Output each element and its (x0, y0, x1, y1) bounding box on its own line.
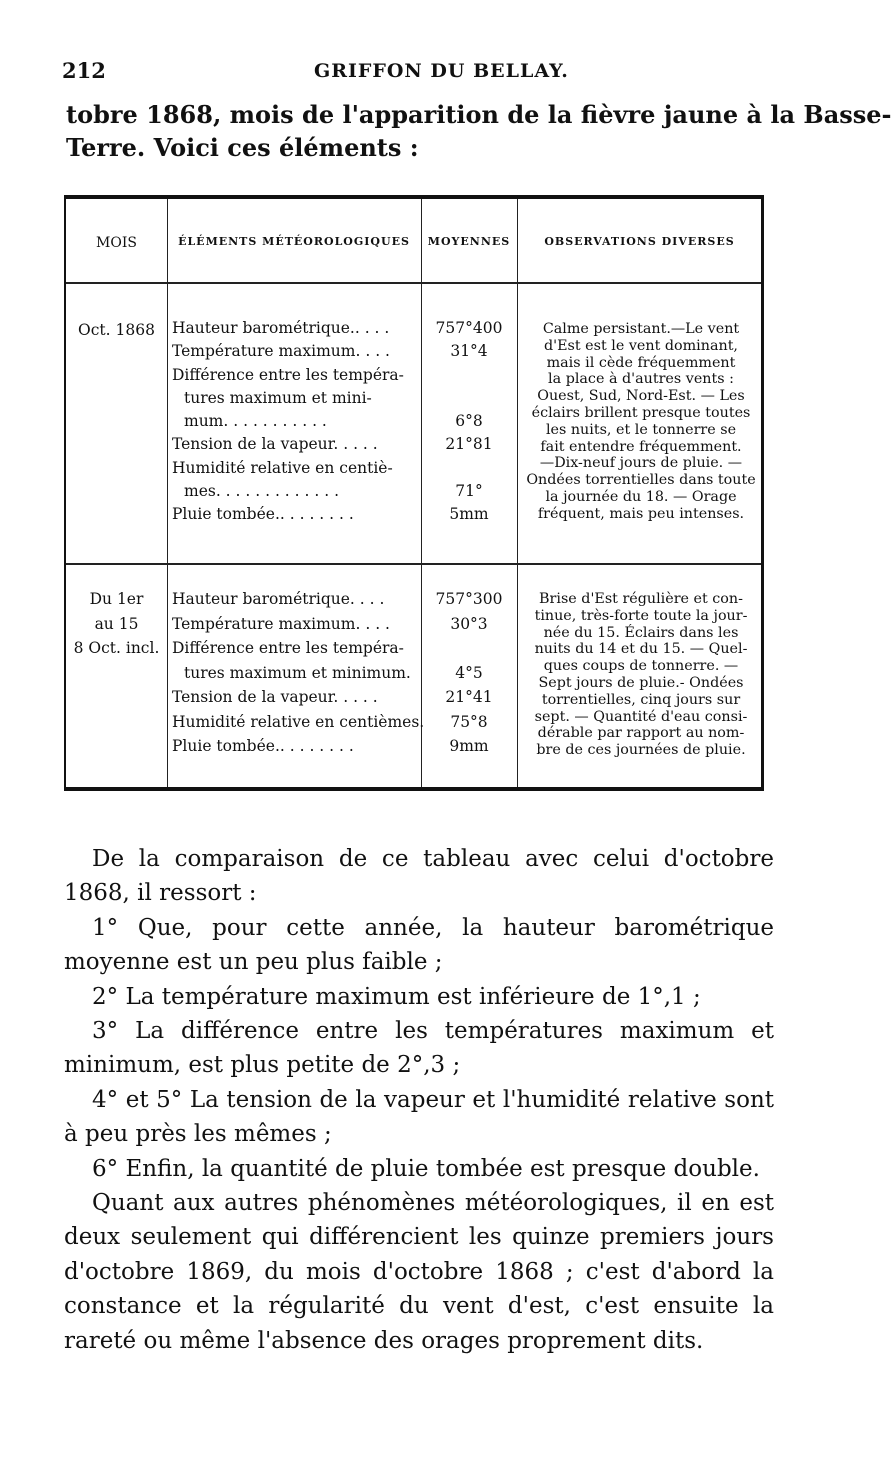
observation-line: sept. — Quantité d'eau consi- (534, 708, 748, 725)
header-mois: MOIS (96, 235, 137, 251)
element-line: Hauteur barométrique. . . . (172, 590, 385, 608)
element-line: tures maximum et mini- (184, 388, 372, 407)
observation-line: nuits du 14 et du 15. — Quel- (534, 641, 748, 658)
intro-line: tobre 1868, mois de l'apparition de la fièvre jaune à la Basse- (66, 100, 892, 129)
row2-elements (172, 587, 425, 759)
observation-line: mais il cède fréquemment (546, 354, 736, 371)
mois-line: Oct. 1868 (78, 321, 155, 339)
observation-line: bre de ces journées de pluie. (536, 742, 746, 759)
intro-line: Terre. Voici ces éléments : (66, 133, 419, 162)
element-line: Température maximum. . . . (172, 342, 390, 361)
observation-line: torrentielles, cinq jours sur (541, 691, 741, 708)
row1-observations (524, 321, 758, 523)
value-line: 6°8 (455, 412, 483, 431)
row1-mois (66, 319, 167, 342)
element-line: tures maximum et minimum. (184, 663, 411, 682)
element-line: mes. . . . . . . . . . . . . (184, 482, 339, 501)
value-line (421, 636, 517, 661)
observation-line: la place à d'autres vents : (548, 371, 734, 388)
paragraph: Quant aux autres phénomènes météorologiques, il en est deux seulement qui différencient les quinze premiers jours d'octobre 1869, du mois d'octobre 1868 ; c'est d'abord la constance et la régularité du vent d'est, c'est ensuite la rareté ou même l'absence des orages proprement dits. (64, 1190, 774, 1354)
value-line (421, 457, 517, 480)
paragraph: 6° Enfin, la quantité de pluie tombée est presque double. (92, 1155, 760, 1182)
row2-values (421, 587, 517, 759)
observation-line: la journée du 18. — Orage (545, 488, 737, 505)
row2-mois (66, 587, 167, 661)
observation-line: fait entendre fréquemment. (540, 438, 742, 455)
element-line: mum. . . . . . . . . . . (184, 412, 327, 431)
element-line: Humidité relative en centiè- (172, 458, 393, 477)
row1-elements (172, 317, 418, 527)
value-line: 31°4 (450, 342, 488, 361)
element-line: Pluie tombée.. . . . . . . . (172, 737, 354, 755)
value-line: 21°81 (445, 435, 493, 454)
body-text (64, 842, 774, 1358)
running-head-title: GRIFFON DU BELLAY. (314, 60, 569, 82)
page-number: 212 (62, 58, 106, 83)
observation-line: fréquent, mais peu intenses. (537, 505, 745, 522)
paragraph: De la comparaison de ce tableau avec celui d'octobre 1868, il ressort : (64, 846, 774, 907)
element-line: Pluie tombée.. . . . . . . . (172, 505, 354, 524)
element-line: Hauteur barométrique.. . . . (172, 319, 390, 337)
column-rule (517, 199, 518, 787)
value-line: 5mm (449, 505, 489, 524)
observation-line: tinue, très-forte toute la jour- (534, 607, 748, 624)
element-line: Température maximum. . . . (172, 614, 390, 633)
observation-line: Ouest, Sud, Nord-Est. — Les (537, 388, 745, 405)
header-elements: ÉLÉMENTS MÉTÉOROLOGIQUES (178, 235, 410, 248)
value-line: 30°3 (450, 614, 488, 633)
value-line: 757°400 (435, 319, 503, 337)
paragraph: 4° et 5° La tension de la vapeur et l'humidité relative sont à peu près les mêmes ; (64, 1086, 774, 1148)
paragraph: 3° La différence entre les températures maximum et minimum, est plus petite de 2°,3 ; (64, 1018, 774, 1079)
observation-line: Brise d'Est régulière et con- (539, 591, 743, 607)
observation-line: d'Est est le vent dominant, (544, 337, 738, 354)
value-line (421, 387, 517, 410)
observation-line: éclairs brillent presque toutes (531, 404, 751, 421)
header-moyennes: MOYENNES (427, 235, 511, 248)
meteorological-table (64, 195, 764, 791)
observation-line: les nuits, et le tonnerre se (545, 421, 737, 438)
mois-line: 8 Oct. incl. (73, 639, 160, 657)
observation-line: Sept jours de pluie.- Ondées (538, 674, 744, 691)
mois-line: au 15 (94, 614, 139, 633)
value-line: 4°5 (455, 663, 483, 682)
mois-line: Du 1er (89, 590, 144, 608)
element-line: Tension de la vapeur. . . . . (172, 435, 378, 454)
value-line: 75°8 (450, 712, 488, 731)
element-line: Humidité relative en centièmes. (172, 712, 425, 731)
row-rule (66, 563, 761, 565)
running-header (62, 58, 752, 88)
intro-text (66, 98, 892, 164)
observation-line: née du 15. Éclairs dans les (543, 624, 739, 641)
header-rule (66, 282, 761, 284)
element-line: Différence entre les tempéra- (172, 639, 404, 657)
observation-line: Calme persistant.—Le vent (542, 321, 740, 337)
column-rule (167, 199, 168, 787)
value-line: 71° (455, 482, 483, 501)
value-line: 9mm (449, 737, 489, 755)
observation-line: Ondées torrentielles dans toute (526, 472, 756, 489)
element-line: Différence entre les tempéra- (172, 365, 404, 384)
value-line: 21°41 (445, 688, 493, 706)
value-line (421, 364, 517, 387)
value-line: 757°300 (435, 590, 503, 608)
observation-line: —Dix-neuf jours de pluie. — (539, 455, 743, 472)
row2-observations (524, 591, 758, 759)
paragraph: 2° La température maximum est inférieure de 1°,1 ; (92, 983, 701, 1010)
observation-line: dérable par rapport au nom- (537, 725, 745, 742)
header-observations: OBSERVATIONS DIVERSES (544, 235, 735, 248)
paragraph: 1° Que, pour cette année, la hauteur barométrique moyenne est un peu plus faible ; (64, 914, 774, 976)
element-line: Tension de la vapeur. . . . . (172, 688, 378, 706)
observation-line: ques coups de tonnerre. — (543, 658, 739, 675)
row1-values (421, 317, 517, 527)
